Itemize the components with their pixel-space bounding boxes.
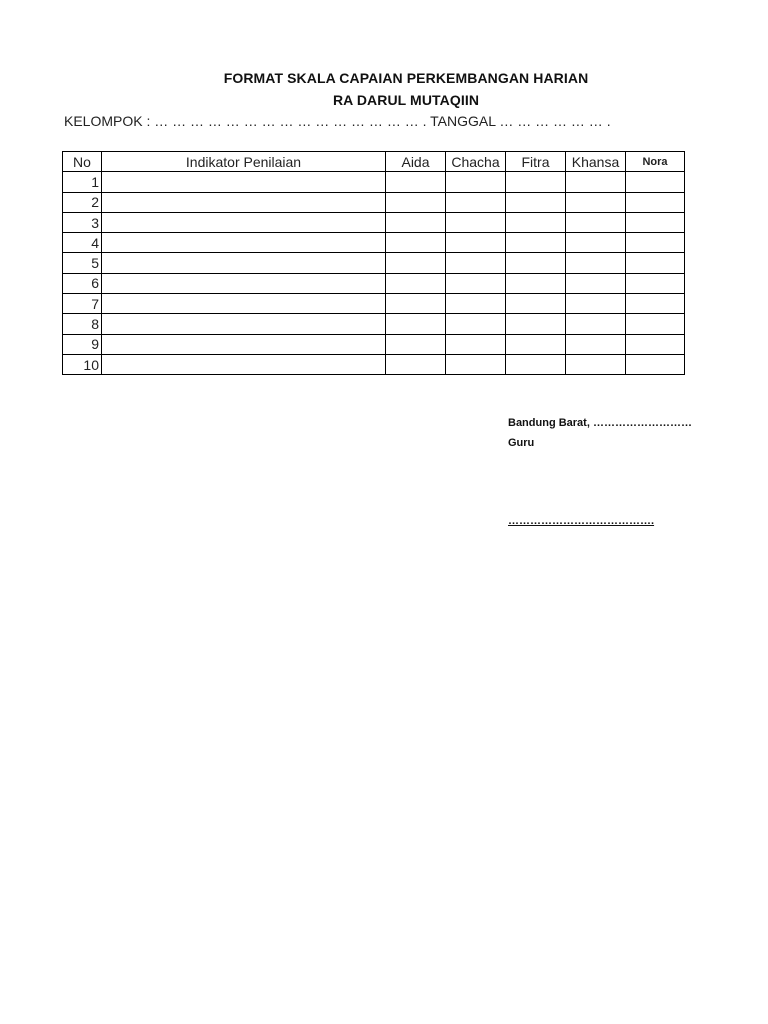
row-number: 9 [63,334,102,354]
row-number: 6 [63,273,102,293]
score-cell [626,314,685,334]
score-cell [506,294,566,314]
score-cell [506,233,566,253]
table-row [63,192,685,212]
score-cell [446,354,506,374]
table-header-row [63,152,685,172]
score-cell [566,212,626,232]
score-cell [626,192,685,212]
score-cell [506,212,566,232]
score-cell [566,314,626,334]
indicator-cell [102,192,386,212]
row-number: 3 [63,212,102,232]
score-cell [386,253,446,273]
column-header-khansa: Khansa [566,152,626,172]
column-header-no: No [63,152,102,172]
column-header-aida: Aida [386,152,446,172]
row-number: 8 [63,314,102,334]
table-row [63,334,685,354]
score-cell [446,253,506,273]
score-cell [446,314,506,334]
score-cell [626,273,685,293]
score-cell [446,294,506,314]
signature-role: Guru [508,437,535,449]
score-cell [626,354,685,374]
indicator-cell [102,253,386,273]
score-cell [386,314,446,334]
score-cell [566,273,626,293]
row-number: 10 [63,354,102,374]
score-cell [386,294,446,314]
score-cell [386,354,446,374]
signature-name-line: …………………………………. [508,515,655,527]
score-cell [566,172,626,192]
score-cell [506,172,566,192]
column-header-nora: Nora [626,152,685,172]
score-cell [386,334,446,354]
table-row [63,233,685,253]
score-cell [626,294,685,314]
indicator-cell [102,273,386,293]
score-cell [386,172,446,192]
table-row [63,212,685,232]
score-cell [446,233,506,253]
score-cell [566,253,626,273]
score-cell [626,233,685,253]
score-cell [566,192,626,212]
score-cell [626,172,685,192]
score-cell [386,273,446,293]
indicator-cell [102,314,386,334]
table-row [63,273,685,293]
score-cell [626,334,685,354]
indicator-cell [102,354,386,374]
column-header-fitra: Fitra [506,152,566,172]
score-cell [386,212,446,232]
row-number: 7 [63,294,102,314]
indicator-cell [102,172,386,192]
indicator-cell [102,212,386,232]
indicator-cell [102,294,386,314]
score-cell [506,314,566,334]
assessment-table [62,151,685,375]
table-row [63,253,685,273]
score-cell [506,354,566,374]
table-row [63,354,685,374]
score-cell [446,212,506,232]
score-cell [506,334,566,354]
group-date-line: KELOMPOK : … … … … … … … … … … … … … … … . TANGGAL … … … … … … . [64,113,611,129]
score-cell [446,172,506,192]
score-cell [446,334,506,354]
score-cell [506,253,566,273]
document-title: FORMAT SKALA CAPAIAN PERKEMBANGAN HARIAN [223,70,589,86]
score-cell [386,192,446,212]
score-cell [506,273,566,293]
row-number: 1 [63,172,102,192]
table-row [63,294,685,314]
column-header-indicator: Indikator Penilaian [102,152,386,172]
row-number: 5 [63,253,102,273]
score-cell [446,192,506,212]
indicator-cell [102,334,386,354]
column-header-chacha: Chacha [446,152,506,172]
score-cell [566,334,626,354]
row-number: 4 [63,233,102,253]
row-number: 2 [63,192,102,212]
score-cell [566,233,626,253]
score-cell [626,253,685,273]
score-cell [506,192,566,212]
score-cell [446,273,506,293]
indicator-cell [102,233,386,253]
institution-name: RA DARUL MUTAQIIN [332,92,480,108]
score-cell [626,212,685,232]
score-cell [566,354,626,374]
table-row [63,172,685,192]
table-row [63,314,685,334]
score-cell [566,294,626,314]
signature-place-date: Bandung Barat, ……………………… [508,417,692,429]
score-cell [386,233,446,253]
